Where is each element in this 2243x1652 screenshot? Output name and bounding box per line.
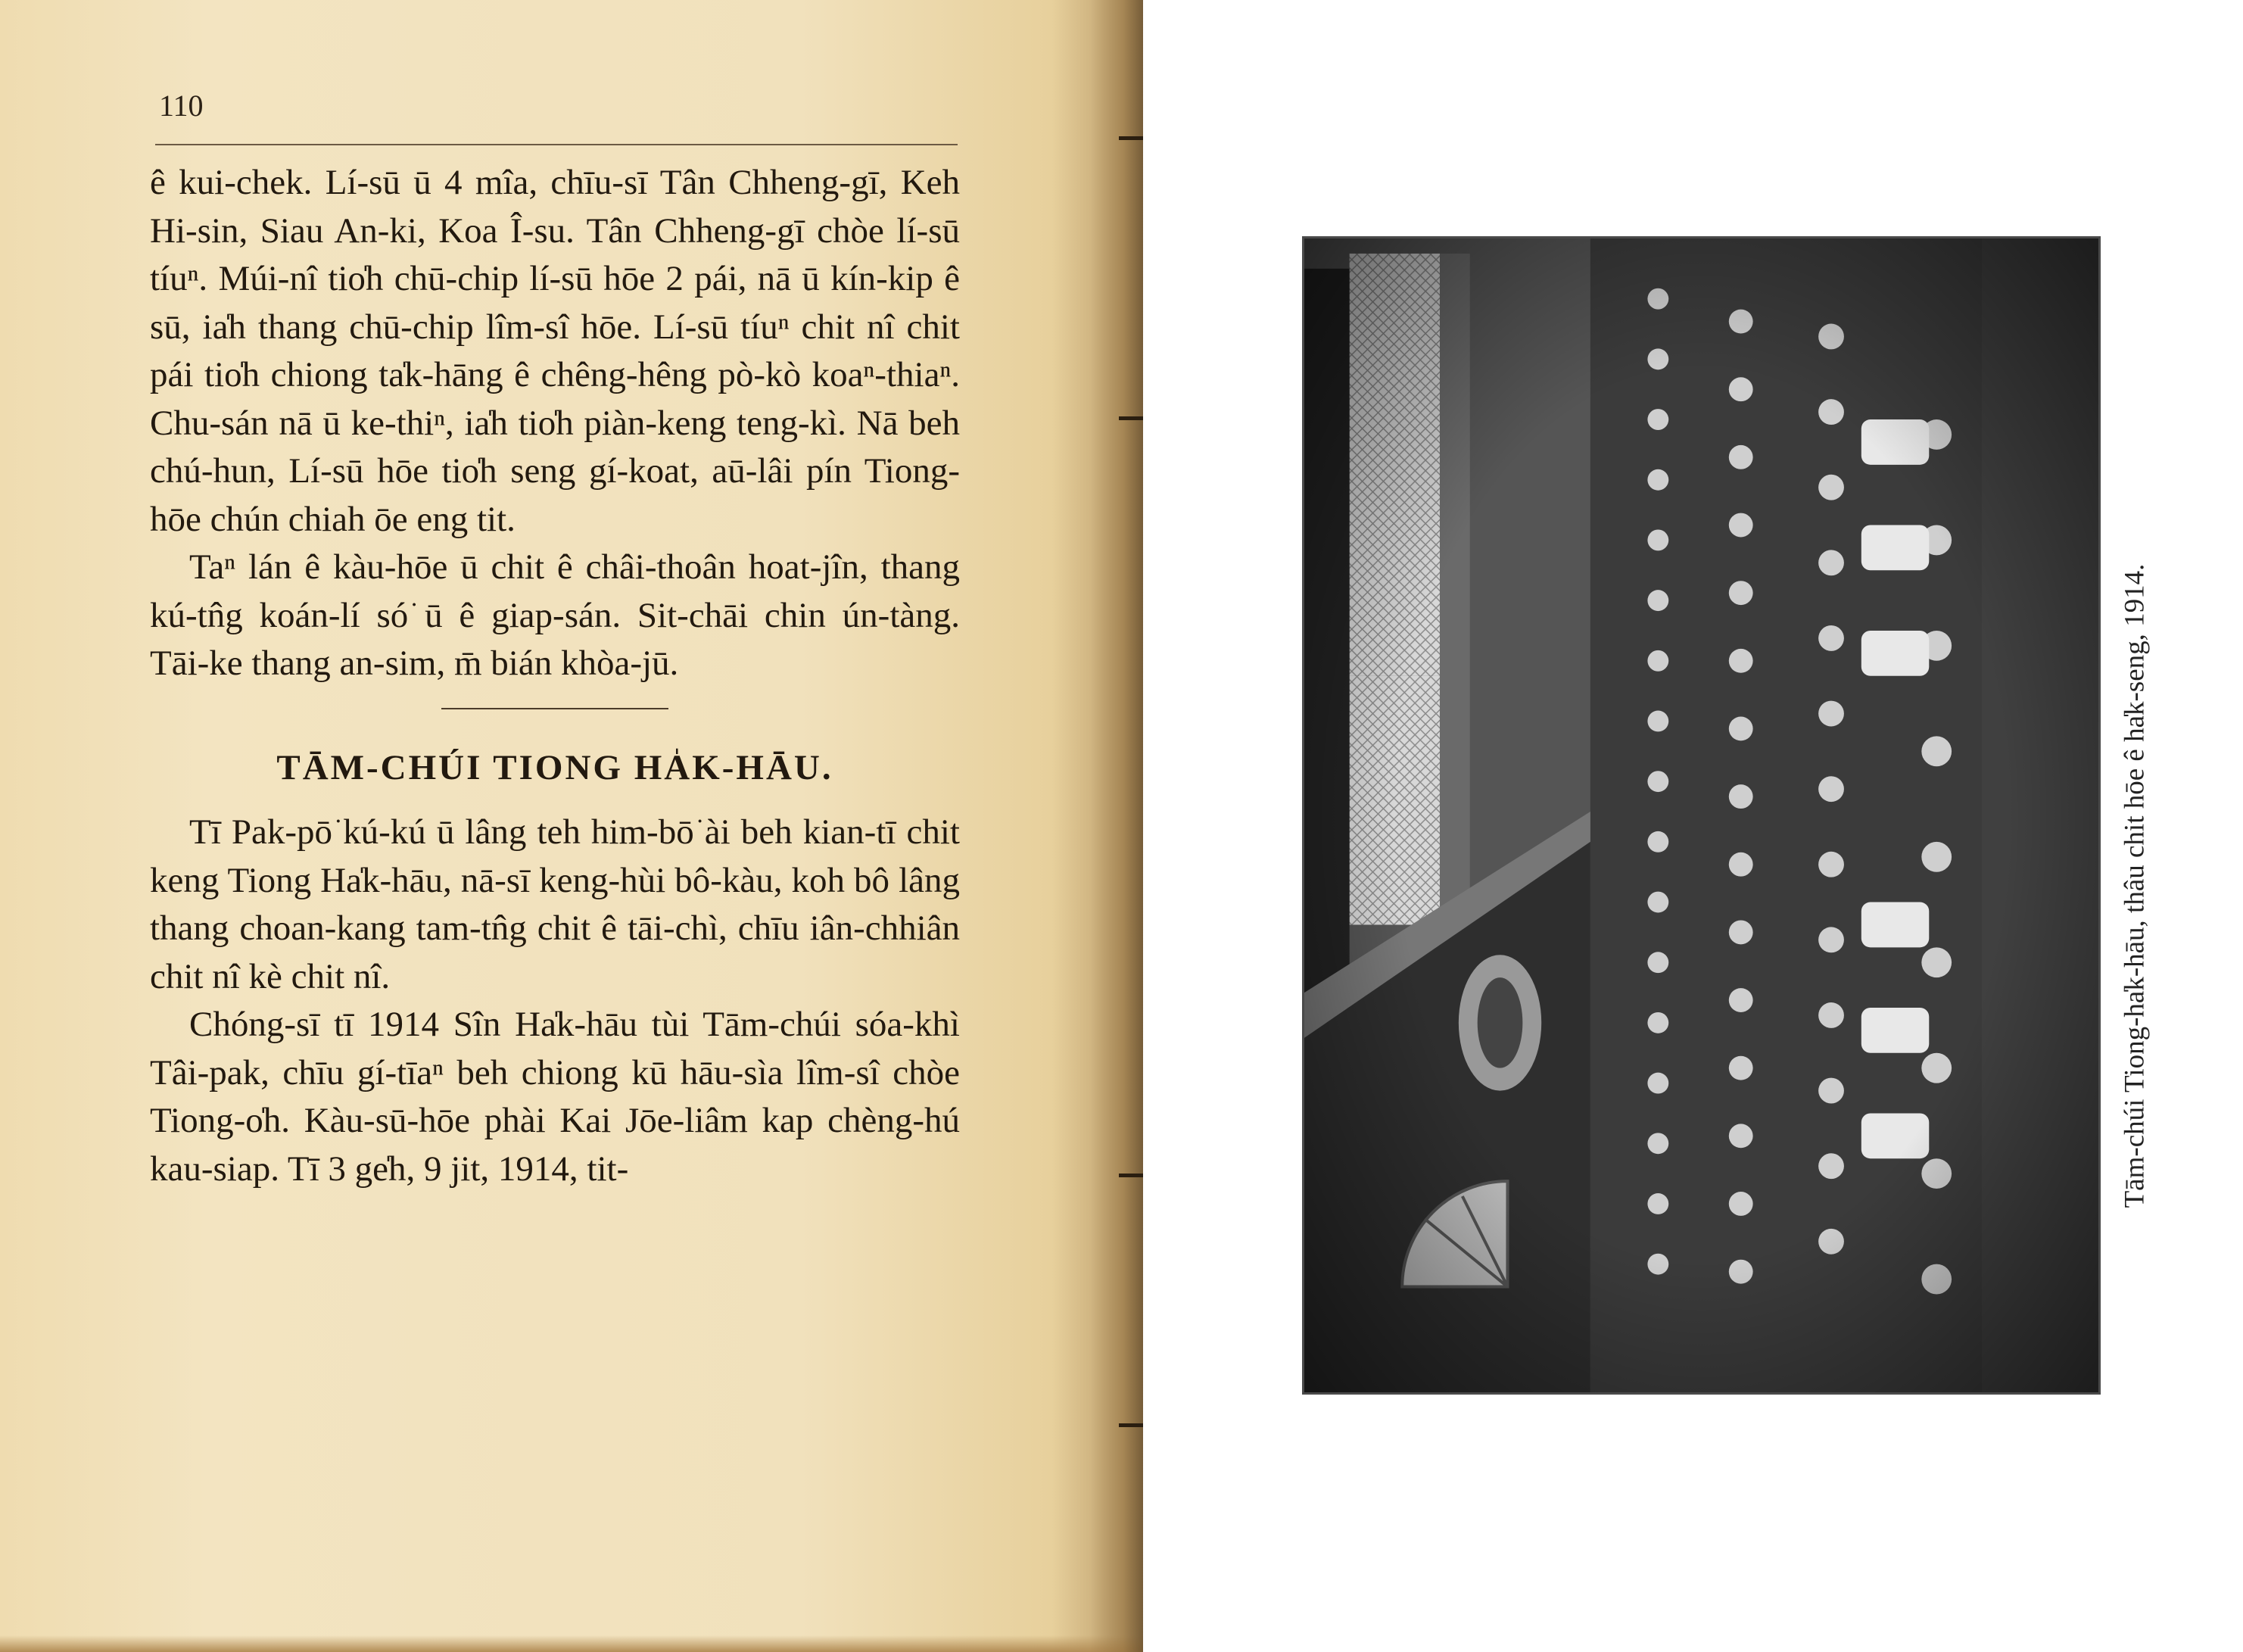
body-text — [150, 159, 960, 1193]
binding-stitch — [1119, 416, 1145, 420]
header-rule — [155, 144, 958, 145]
section-heading: TĀM-CHÚI TIONG HA̍K-HĀU. — [276, 747, 833, 787]
photo-caption-text: Tām-chúi Tiong-ha̍k-hāu, thâu chit hōe ê ha̍k-seng, 1914. — [2119, 563, 2151, 1208]
paragraph: Taⁿ lán ê kàu-hōe ū chit ê châi-thoân hoat-jîn, thang kú-tn̂g koán-lí só͘ ū ê giap-sán. Sit-chāi chin ún-tàng. Tāi-ke thang an-sim, m̄ bián khòa-jū. — [150, 547, 960, 683]
binding-stitch — [1119, 1174, 1145, 1177]
section-divider — [441, 708, 668, 709]
binding-stitch — [1119, 1423, 1145, 1427]
binding-stitch — [1119, 136, 1145, 140]
group-photograph — [1302, 236, 2101, 1395]
paragraph: Tī Pak-pō͘ kú-kú ū lâng teh him-bō͘ ài beh kian-tī chit keng Tiong Ha̍k-hāu, nā-sī keng-hùi bô-kàu, koh bô lâng thang choan-kang tam-tn̂g chit ê tāi-chì, chīu iân-chhiân chit nî kè chit nî. — [150, 812, 960, 996]
page-number: 110 — [159, 89, 204, 123]
group-photo-image — [1304, 238, 2098, 1392]
book-gutter — [1090, 0, 1151, 1652]
paragraph: Chóng-sī tī 1914 Sîn Ha̍k-hāu tùi Tām-chúi sóa-khì Tâi-pak, chīu gí-tīaⁿ beh chiong kū hāu-sìa lîm-sî chòe Tiong-o̍h. Kàu-sū-hōe phài Kai Jōe-liâm kap chèng-hú kau-siap. Tī 3 ge̍h, 9 jit, 1914, tit- — [150, 1005, 960, 1189]
paragraph: ê kui-chek. Lí-sū ū 4 mîa, chīu-sī Tân Chheng-gī, Keh Hi-sin, Siau An-ki, Koa Î-su. Tân Chheng-gī chòe lí-sū tíuⁿ. Múi-nî tio̍h chū-chip lí-sū hōe 2 pái, nā ū kín-kip ê sū, ia̍h thang chū-chip lîm-sî hōe. Lí-sū tíuⁿ chit nî chit pái tio̍h chiong ta̍k-hāng ê chêng-hêng pò-kò koaⁿ-thiaⁿ. Chu-sán nā ū ke-thiⁿ, ia̍h tio̍h piàn-keng teng-kì. Nā beh chú-hun, Lí-sū hōe tio̍h seng gí-koat, aū-lâi pín Tiong-hōe chún chiah ōe eng tit. — [150, 163, 960, 539]
